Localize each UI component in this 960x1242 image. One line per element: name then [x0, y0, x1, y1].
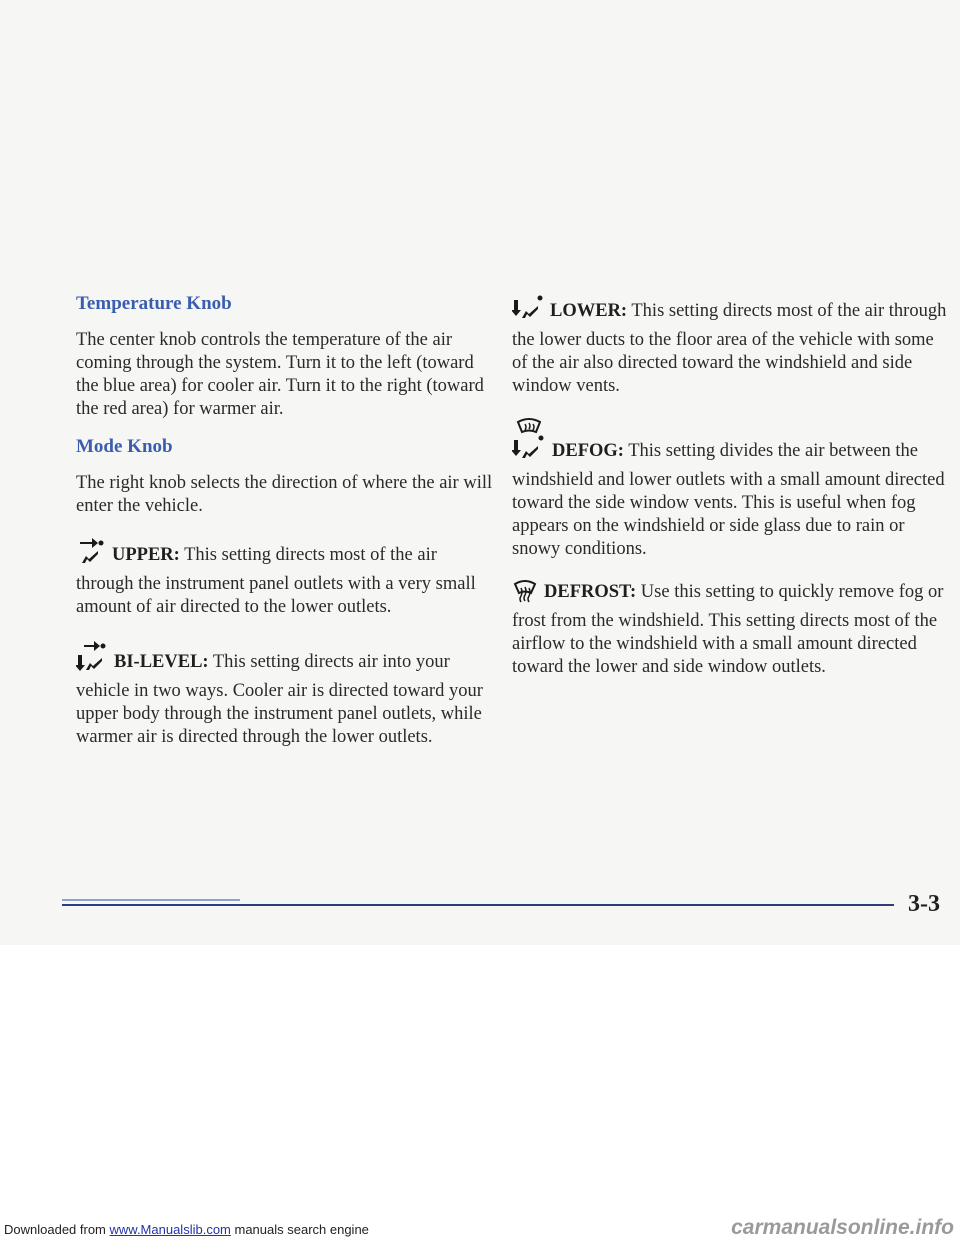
manualslib-link[interactable]: www.Manualslib.com	[109, 1222, 231, 1237]
right-column	[512, 292, 950, 697]
upper-mode-paragraph	[76, 532, 496, 619]
mode-knob-heading: Mode Knob	[76, 436, 173, 457]
lower-text: This setting directs most of the air through the lower ducts to the floor area of the vehicle with some of the air also directed toward the windshield and side window vents.	[512, 301, 947, 396]
defog-mode-icon	[512, 416, 546, 469]
watermark: carmanualsonline.info	[731, 1216, 954, 1239]
left-column	[76, 292, 496, 767]
lower-mode-icon	[512, 292, 544, 329]
footer-prefix: Downloaded from	[4, 1222, 110, 1237]
defog-mode-paragraph	[512, 416, 950, 561]
defog-text: This setting divides the air between the windshield and lower outlets with a small amount directed toward the side window vents. This is useful when fog appears on the windshield or side glass due to rain or snowy conditions.	[512, 441, 945, 559]
mode-knob-text: The right knob selects the direction of where the air will enter the vehicle.	[76, 473, 493, 516]
defrost-text: Use this setting to quickly remove fog or frost from the windshield. This setting directs most of the airflow to the windshield with a small amount directed toward the lower and side window outlets.	[512, 582, 944, 677]
bilevel-term: BI-LEVEL:	[114, 652, 209, 672]
bilevel-mode-icon	[76, 637, 108, 680]
defrost-term: DEFROST:	[544, 582, 637, 602]
defrost-mode-paragraph	[512, 579, 950, 679]
bilevel-mode-paragraph	[76, 637, 496, 749]
rule-accent	[62, 899, 240, 901]
defog-term: DEFOG:	[552, 441, 624, 461]
upper-term: UPPER:	[112, 545, 180, 565]
bottom-rule	[62, 904, 894, 906]
bilevel-text: This setting directs air into your vehicle in two ways. Cooler air is directed toward your upper body through the instrument panel outlets, while warmer air is directed through the lower outlets.	[76, 652, 483, 747]
lower-mode-paragraph	[512, 292, 950, 398]
defrost-icon	[512, 579, 538, 610]
upper-mode-icon	[76, 532, 106, 573]
temperature-knob-text: The center knob controls the temperature of the air coming through the system. Turn it to the left (toward the blue area) for cooler air. Turn it to the right (toward the red area) for warmer air.	[76, 330, 484, 419]
temperature-knob-heading: Temperature Knob	[76, 293, 232, 314]
footer-suffix: manuals search engine	[230, 1222, 369, 1237]
upper-text: This setting directs most of the air through the instrument panel outlets with a very small amount of air directed to the lower outlets.	[76, 545, 476, 617]
download-footer	[4, 1222, 369, 1237]
page-number: 3-3	[908, 891, 940, 917]
lower-term: LOWER:	[550, 301, 628, 321]
